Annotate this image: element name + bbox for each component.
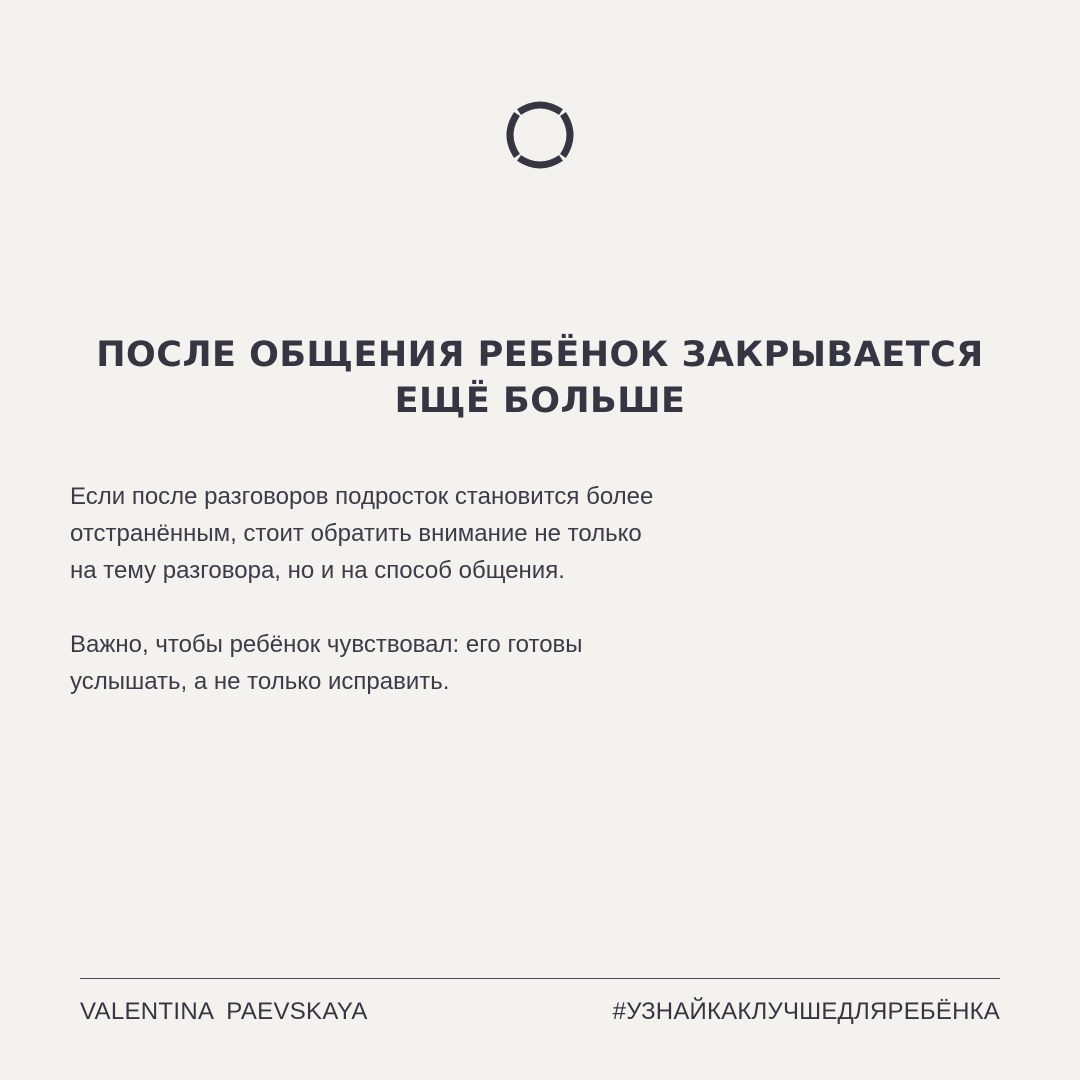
paragraph-line: отстранённым, стоит обратить внимание не только: [70, 520, 642, 547]
rounded-circle-logo-icon: [505, 100, 575, 170]
headline-line-1: ПОСЛЕ ОБЩЕНИЯ РЕБЁНОК ЗАКРЫВАЕТСЯ: [96, 335, 984, 375]
paragraph-1: [70, 478, 830, 589]
body-text: [70, 478, 830, 700]
author-first-name: VALENTINA: [80, 998, 215, 1025]
paragraph-line: Если после разговоров подросток становится более: [70, 483, 654, 510]
author-last-name: PAEVSKAYA: [226, 998, 368, 1025]
paragraph-2: [70, 626, 830, 700]
footer-divider: [80, 978, 1000, 979]
headline: [60, 332, 1020, 424]
paragraph-line: Важно, чтобы ребёнок чувствовал: его готовы: [70, 631, 583, 658]
paragraph-line: на тему разговора, но и на способ общения.: [70, 557, 565, 584]
paragraph-line: услышать, а не только исправить.: [70, 668, 450, 695]
headline-line-2: ЕЩЁ БОЛЬШЕ: [394, 381, 686, 421]
author-name: [80, 996, 368, 1028]
hashtag: #УЗНАЙКАКЛУЧШЕДЛЯРЕБЁНКА: [612, 998, 1000, 1025]
